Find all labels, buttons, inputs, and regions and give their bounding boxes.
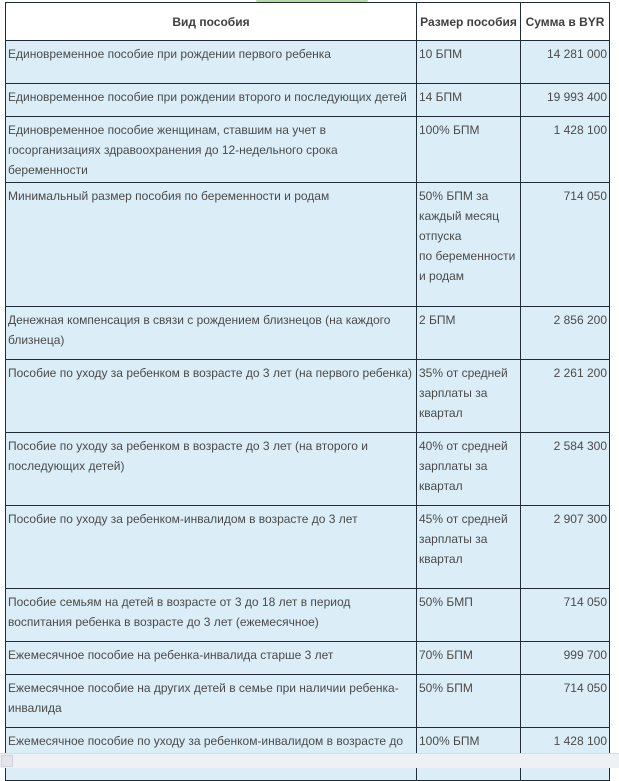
benefit-type-cell: Минимальный размер пособия по беременности и родам: [6, 183, 417, 307]
benefit-sum-cell: 14 281 000: [521, 41, 610, 84]
table-body: [6, 41, 610, 781]
benefit-type-cell: Пособие по уходу за ребенком в возрасте до 3 лет (на первого ребенка): [6, 360, 417, 433]
scroll-left-arrow-icon[interactable]: [1, 755, 13, 767]
benefit-sum-cell: 19 993 400: [521, 84, 610, 117]
horizontal-scrollbar[interactable]: [0, 753, 619, 768]
table-row: [6, 183, 610, 307]
size-line: 50% БПМ за каждый месяц отпуска: [419, 189, 500, 243]
table-header-row: [6, 3, 610, 41]
size-line: 70% БПМ: [419, 648, 473, 662]
size-line: 2 БПМ: [419, 313, 456, 327]
size-line: 40% от средней зарплаты за квартал: [419, 439, 508, 493]
table-row: [6, 41, 610, 84]
size-line: 45% от средней зарплаты за квартал: [419, 512, 508, 566]
benefit-size-cell: [417, 642, 521, 675]
benefit-sum-cell: 714 050: [521, 675, 610, 728]
benefit-size-cell: [417, 506, 521, 589]
header-type: Вид пособия: [6, 3, 417, 41]
benefits-table: [5, 2, 610, 781]
benefit-type-cell: Пособие по уходу за ребенком в возрасте до 3 лет (на второго и последующих детей): [6, 433, 417, 506]
header-size: Размер пособия: [417, 3, 521, 41]
benefit-size-cell: [417, 41, 521, 84]
size-line: 35% от средней зарплаты за квартал: [419, 366, 508, 420]
benefit-type-cell: Пособие по уходу за ребенком-инвалидом в возрасте до 3 лет: [6, 506, 417, 589]
benefit-size-cell: [417, 117, 521, 183]
size-line: 100% БПМ: [419, 734, 480, 748]
header-sum: Сумма в BYR: [521, 3, 610, 41]
table-row: [6, 433, 610, 506]
size-line: 100% БПМ: [419, 123, 480, 137]
benefit-sum-cell: 714 050: [521, 183, 610, 307]
benefit-size-cell: [417, 589, 521, 642]
size-line: 10 БПМ: [419, 47, 463, 61]
benefit-type-cell: Единовременное пособие при рождении второго и последующих детей: [6, 84, 417, 117]
size-line: 14 БПМ: [419, 90, 463, 104]
benefit-size-cell: [417, 360, 521, 433]
benefit-type-cell: Единовременное пособие при рождении первого ребенка: [6, 41, 417, 84]
table-row: [6, 675, 610, 728]
benefit-sum-cell: 2 584 300: [521, 433, 610, 506]
benefit-type-cell: Ежемесячное пособие на ребенка-инвалида старше 3 лет: [6, 642, 417, 675]
table-row: [6, 642, 610, 675]
benefit-size-cell: [417, 183, 521, 307]
benefit-type-cell: Единовременное пособие женщинам, ставшим на учет в госорганизациях здравоохранения до 12-недельного срока беременности: [6, 117, 417, 183]
benefit-sum-cell: 2 907 300: [521, 506, 610, 589]
size-line: по беременности и родам: [419, 249, 516, 283]
benefit-type-cell: Денежная компенсация в связи с рождением близнецов (на каждого близнеца): [6, 307, 417, 360]
table-row: [6, 589, 610, 642]
benefit-size-cell: [417, 675, 521, 728]
benefit-sum-cell: 2 261 200: [521, 360, 610, 433]
benefit-sum-cell: 714 050: [521, 589, 610, 642]
benefit-type-cell: Пособие семьям на детей в возрасте от 3 до 18 лет в период воспитания ребенка в возрасте до 3 лет (ежемесячное): [6, 589, 417, 642]
table-row: [6, 84, 610, 117]
size-line: 50% БМП: [419, 595, 473, 609]
benefit-size-cell: [417, 84, 521, 117]
size-line: 50% БПМ: [419, 681, 473, 695]
benefit-sum-cell: 2 856 200: [521, 307, 610, 360]
benefit-sum-cell: 1 428 100: [521, 728, 610, 781]
table-row: [6, 506, 610, 589]
table-row: [6, 307, 610, 360]
benefit-type-cell: Ежемесячное пособие на других детей в семье при наличии ребенка-инвалида: [6, 675, 417, 728]
benefit-size-cell: [417, 433, 521, 506]
benefit-type-cell: Ежемесячное пособие по уходу за ребенком-инвалидом в возрасте до: [6, 728, 417, 781]
table-row: [6, 360, 610, 433]
table-row: [6, 117, 610, 183]
benefit-sum-cell: 1 428 100: [521, 117, 610, 183]
benefit-sum-cell: 999 700: [521, 642, 610, 675]
benefit-size-cell: [417, 307, 521, 360]
